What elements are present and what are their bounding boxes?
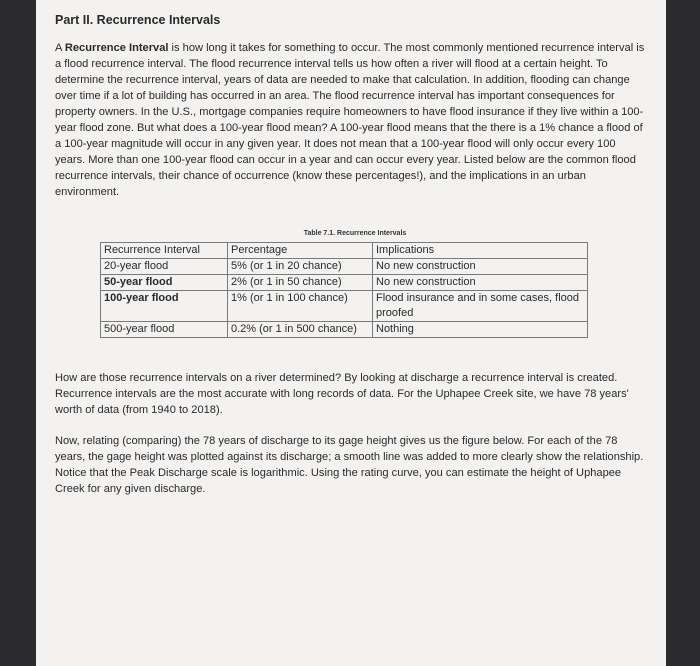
document-content <box>55 12 645 495</box>
row-percentage: 2% (or 1 in 50 chance) <box>228 275 373 291</box>
intro-paragraph <box>55 40 645 200</box>
table-row <box>101 291 588 322</box>
row-interval: 20-year flood <box>101 259 228 275</box>
document-page <box>36 0 666 666</box>
paragraph-rating-curve: Now, relating (comparing) the 78 years of discharge to its gage height gives us the figure below. For each of the 78 years, the gage height was plotted against its discharge; a smooth line was added to more clearly show the relationship. Notice that the Peak Discharge scale is logarithmic. Using the rating curve, you can estimate the height of Uphapee Creek for any given discharge. <box>55 435 644 495</box>
recurrence-interval-term: Recurrence Interval <box>64 42 169 54</box>
row-implications: No new construction <box>373 275 588 291</box>
header-recurrence-interval: Recurrence Interval <box>101 243 228 259</box>
row-implications: Flood insurance and in some cases, flood proofed <box>373 291 588 322</box>
intro-lead: A <box>55 42 65 54</box>
paragraph-recurrence-determination: How are those recurrence intervals on a river determined? By looking at discharge a recurrence interval is created. Recurrence intervals are the most accurate with long records of data. For the Uphapee Creek site, we have 78 years' worth of data (from 1940 to 2018). <box>55 372 629 416</box>
table-caption: Table 7.1. Recurrence Intervals <box>303 230 407 237</box>
row-interval: 100-year flood <box>101 291 228 322</box>
table-header-row <box>101 243 588 259</box>
table-row <box>101 322 588 338</box>
header-percentage: Percentage <box>228 243 373 259</box>
row-percentage: 5% (or 1 in 20 chance) <box>228 259 373 275</box>
header-implications: Implications <box>373 243 588 259</box>
part-title: Part II. Recurrence Intervals <box>55 13 221 27</box>
row-interval: 500-year flood <box>101 322 228 338</box>
row-interval: 50-year flood <box>101 275 228 291</box>
intro-text: is how long it takes for something to occur. The most commonly mentioned recurrence interval is a flood recurrence interval. The flood recurrence interval tells us how often a river will flood at a certain height. To determine the recurrence interval, years of data are needed to make that calculation. In addition, flooding can change over time if a lot of building has occurred in an area. The flood recurrence interval has important consequences for property owners. In the U.S., mortgage companies require homeowners to have flood insurance if they live within a 100-year flood zone. But what does a 100-year flood mean? A 100-year flood means that the there is a 1% chance a flood of a 100-year magnitude will occur in any given year. It does not mean that a 100-year flood will only occur every 100 years. More than one 100-year flood can occur in a year and can occur every year. Listed below are the common flood recurrence intervals, their chance of occurrence (know these percentages!), and the implications in an urban environment. <box>55 42 645 198</box>
row-percentage: 0.2% (or 1 in 500 chance) <box>228 322 373 338</box>
row-percentage: 1% (or 1 in 100 chance) <box>228 291 373 322</box>
row-implications: No new construction <box>373 259 588 275</box>
recurrence-table <box>100 242 588 338</box>
table-row <box>101 275 588 291</box>
row-implications: Nothing <box>373 322 588 338</box>
table-row <box>101 259 588 275</box>
